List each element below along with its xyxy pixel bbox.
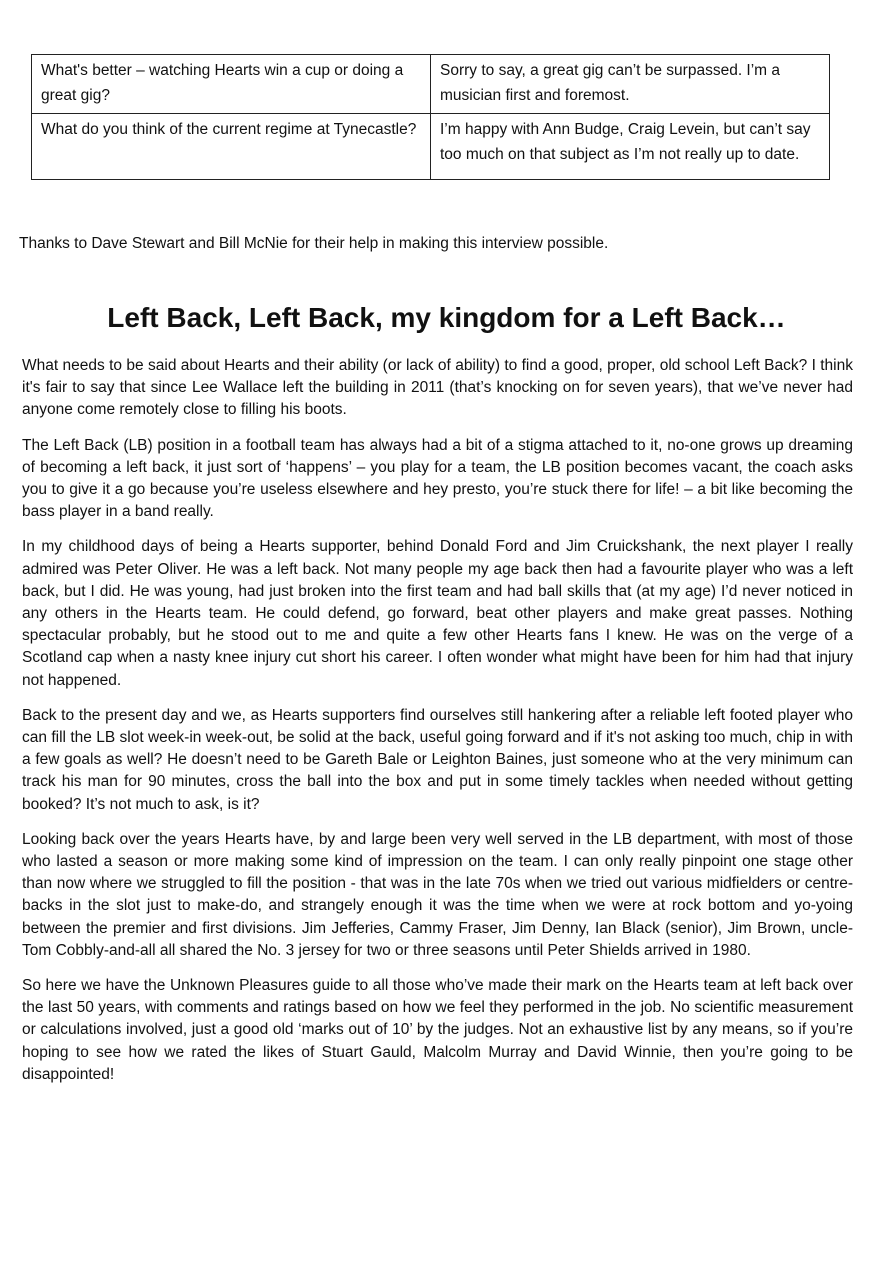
article-paragraph: So here we have the Unknown Pleasures guide to all those who’ve made their mark on the Hearts team at left back over the last 50 years, with comments and ratings based on how we feel they performed in the job. No scientific measurement or calculations involved, just a good old ‘marks out of 10’ by the judges. Not an exhaustive list by any means, so if you’re hoping to see how we rated the likes of Stuart Gauld, Malcolm Murray and David Winnie, then you’re going to be disappointed! bbox=[22, 977, 853, 1083]
article-paragraph: Back to the present day and we, as Hearts supporters find ourselves still hankering after a reliable left footed player who can fill the LB slot week-in week-out, be solid at the back, useful going forward and if it's not asking too much, chip in with a few goals as well? He doesn’t need to be Gareth Bale or Leighton Baines, just someone who at the very minimum can track his man for 90 minutes, cross the ball into the box and put in some timely tackles when needed without getting booked? It’s not much to ask, is it? bbox=[22, 706, 853, 813]
article-paragraph: In my childhood days of being a Hearts supporter, behind Donald Ford and Jim Cruickshank, the next player I really admired was Peter Oliver. He was a left back. Not many people my age back then had a favourite player who was a left back, but I did. He was young, had just broken into the first team and had ball skills that (at my age) I’d never noticed in any others in the Hearts team. He could defend, go forward, beat other players and make great passes. Nothing spectacular probably, but he stood out to me and quite a few other Hearts fans I knew. He was on the verge of a Scotland cap when a nasty knee injury cut short his career. I often wonder what might have been for him had that injury not happened. bbox=[22, 538, 853, 689]
interview-answer: Sorry to say, a great gig can’t be surpassed. I’m a musician first and foremost. bbox=[431, 55, 830, 114]
article-paragraph: Looking back over the years Hearts have, by and large been very well served in the LB department, with most of those who lasted a season or more making some kind of impression on the team. I can only really pinpoint one stage other than now where we struggled to fill the position - that was in the late 70s when we tried out various midfielders or centre-backs in the slot just to make-do, and strangely enough it was the time when we were at rock bottom and yo-yoing between the premier and first divisions. Jim Jefferies, Cammy Fraser, Jim Denny, Ian Black (senior), Jim Brown, uncle-Tom Cobbly-and-all all shared the No. 3 jersey for two or three seasons until Peter Shields arrived in 1980. bbox=[22, 830, 853, 959]
article-paragraph: What needs to be said about Hearts and their ability (or lack of ability) to find a good, proper, old school Left Back? I think it's fair to say that since Lee Wallace left the building in 2011 (that’s knocking on for seven years), that we’ve never had anyone come remotely close to filling his boots. bbox=[22, 357, 853, 419]
interview-table bbox=[31, 54, 830, 180]
interview-question: What do you think of the current regime at Tynecastle? bbox=[32, 114, 431, 180]
article-paragraph: The Left Back (LB) position in a football team has always had a bit of a stigma attached to it, no-one grows up dreaming of becoming a left back, it just sort of ‘happens’ – you play for a team, the LB position becomes vacant, the coach asks you to give it a go because you’re useless elsewhere and hey presto, you’re stuck there for life! – a bit like becoming the bass player in a band really. bbox=[22, 436, 853, 521]
article-title: Left Back, Left Back, my kingdom for a Left Back… bbox=[107, 302, 786, 333]
interview-question: What's better – watching Hearts win a cup or doing a great gig? bbox=[32, 55, 431, 114]
interview-row bbox=[32, 114, 830, 180]
interview-row bbox=[32, 55, 830, 114]
article-body bbox=[22, 355, 853, 1099]
thanks-note: Thanks to Dave Stewart and Bill McNie for their help in making this interview possible. bbox=[19, 235, 609, 252]
interview-answer: I’m happy with Ann Budge, Craig Levein, but can’t say too much on that subject as I’m not really up to date. bbox=[431, 114, 830, 180]
